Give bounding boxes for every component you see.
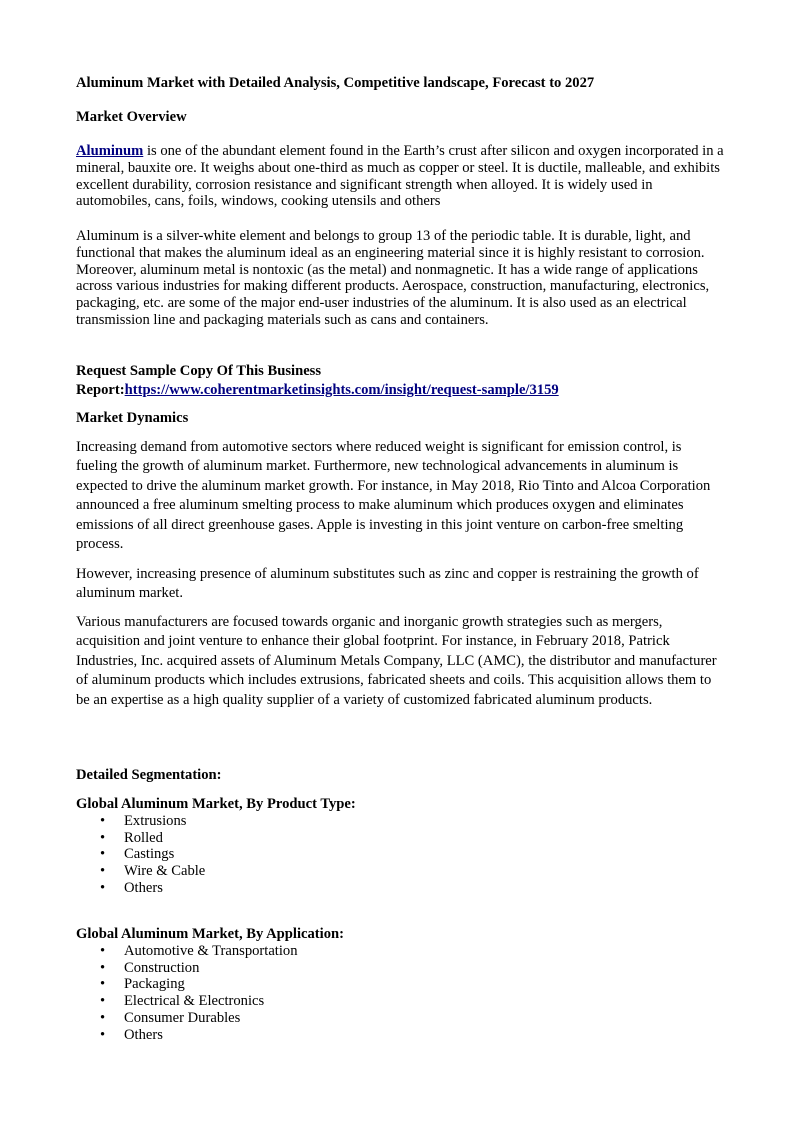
bullet-icon: •: [100, 829, 106, 846]
overview-paragraph-1: [76, 143, 726, 210]
product-type-list: [76, 813, 726, 897]
application-list: [76, 943, 726, 1044]
dynamics-paragraph-1: Increasing demand from automotive sectors where reduced weight is significant for emission control, is fueling the growth of aluminum market. Furthermore, new technological advancements in aluminum is expected to drive the aluminum market growth. For instance, in May 2018, Rio Tinto and Alcoa Corporation announced a free aluminum smelting process to make aluminum which produces oxygen and eliminates emissions of all direct greenhouse gases. Apple is investing in this joint venture on carbon-free smelting process.: [76, 439, 711, 553]
list-item: • Electrical & Electronics: [100, 993, 265, 1010]
request-sample-prefix: Report:: [76, 382, 125, 399]
bullet-icon: •: [100, 942, 106, 959]
bullet-icon: •: [100, 976, 106, 993]
bullet-icon: •: [100, 879, 106, 896]
bullet-icon: •: [100, 959, 106, 976]
document-title: Aluminum Market with Detailed Analysis, Competitive landscape, Forecast to 2027: [76, 75, 595, 91]
bullet-icon: •: [100, 863, 106, 880]
aluminum-link[interactable]: Aluminum: [76, 143, 144, 159]
product-type-heading: Global Aluminum Market, By Product Type:: [76, 796, 356, 812]
bullet-icon: •: [100, 993, 106, 1010]
bullet-icon: •: [100, 1009, 106, 1026]
list-item: • Consumer Durables: [100, 1009, 241, 1026]
bullet-icon: •: [100, 812, 106, 829]
list-item: • Extrusions: [100, 812, 187, 829]
request-sample-label: Request Sample Copy Of This Business: [76, 363, 322, 379]
request-sample-link[interactable]: https://www.coherentmarketinsights.com/insight/request-sample/3159: [124, 382, 559, 399]
list-item: • Others: [100, 879, 163, 896]
overview-paragraph-2: Aluminum is a silver-white element and belongs to group 13 of the periodic table. It is durable, light, and functional that makes the aluminum ideal as an engineering material since it is highly resistant to corrosion. Moreover, aluminum metal is nontoxic (as the metal) and nonmagnetic. It has a wide range of applications across various industries for making different products. Aerospace, construction, manufacturing, electronics, packaging, etc. are some of the major end-user industries of the aluminum. It is also used as an electrical transmission line and packaging materials such as cans and containers.: [76, 228, 710, 328]
detailed-segmentation-heading: Detailed Segmentation:: [76, 767, 222, 783]
overview-paragraph-1-text: is one of the abundant element found in the Earth’s crust after silicon and oxygen incorporated in a mineral, bauxite ore. It weighs about one-third as much as copper or steel. It is ductile, malleable, and exhibits excellent durability, corrosion resistance and significant strength when alloyed. It is widely used in automobiles, cans, foils, windows, cooking utensils and others: [76, 143, 724, 210]
list-item: • Construction: [100, 959, 200, 976]
product-type-section: [76, 796, 726, 897]
market-dynamics-heading: Market Dynamics: [76, 410, 189, 426]
list-item: • Wire & Cable: [100, 863, 206, 880]
dynamics-paragraph-2: However, increasing presence of aluminum substitutes such as zinc and copper is restraining the growth of aluminum market.: [76, 566, 699, 602]
list-item: • Others: [100, 1026, 163, 1043]
market-overview-heading: Market Overview: [76, 109, 187, 125]
list-item: • Castings: [100, 846, 175, 863]
request-sample-block: [76, 362, 726, 401]
list-item: • Packaging: [100, 976, 185, 993]
dynamics-paragraph-3: Various manufacturers are focused towards organic and inorganic growth strategies such as mergers, acquisition and joint venture to enhance their global footprint. For instance, in February 2018, Patrick Industries, Inc. acquired assets of Aluminum Metals Company, LLC (AMC), the distributor and manufacturer of aluminum products which includes extrusions, fabricated sheets and coils. This acquisition allows them to be an expertise as a high quality supplier of a variety of customized fabricated aluminum products.: [76, 614, 717, 708]
application-heading: Global Aluminum Market, By Application:: [76, 926, 344, 942]
bullet-icon: •: [100, 1026, 106, 1043]
application-section: [76, 926, 726, 1044]
list-item: • Rolled: [100, 829, 163, 846]
bullet-icon: •: [100, 846, 106, 863]
list-item: • Automotive & Transportation: [100, 942, 298, 959]
